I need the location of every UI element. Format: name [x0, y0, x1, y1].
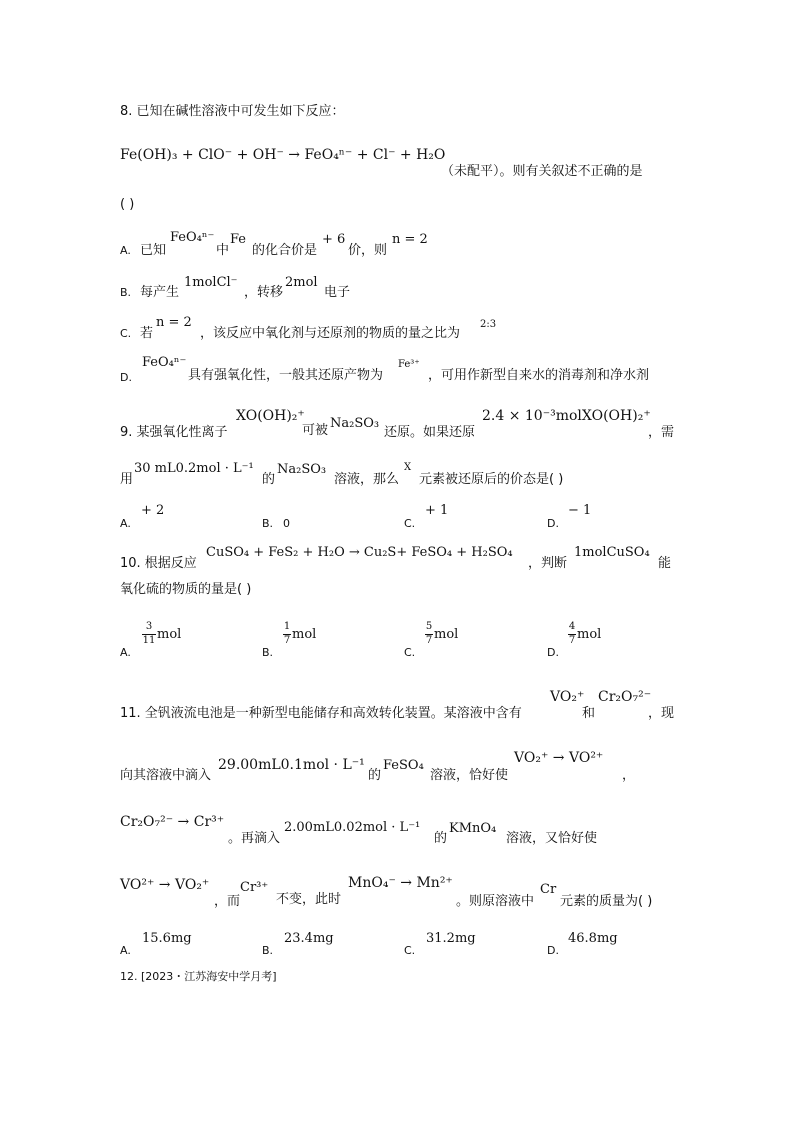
- formula: 29.00mL0.1mol · L⁻¹: [218, 757, 365, 773]
- formula: Na₂SO₃: [277, 462, 327, 477]
- option-value: 0: [283, 517, 290, 530]
- formula: 2.00mL0.02mol · L⁻¹: [284, 820, 421, 835]
- option-label: D.: [547, 944, 559, 957]
- formula: FeO₄ⁿ⁻: [142, 355, 187, 370]
- q8-answer-paren: ( ): [120, 197, 135, 212]
- option-value: + 1: [425, 503, 449, 518]
- formula: Fe³⁺: [398, 359, 420, 370]
- formula: n = 2: [156, 315, 192, 330]
- option-value: 46.8mg: [568, 931, 618, 946]
- option-label: A.: [120, 646, 131, 659]
- option-label: D.: [547, 646, 559, 659]
- formula: 30 mL0.2mol · L⁻¹: [134, 461, 254, 476]
- q10-text: 能: [658, 556, 672, 571]
- option-value: 23.4mg: [284, 931, 334, 946]
- fraction-denominator: 7: [425, 635, 433, 646]
- option-label: B.: [120, 286, 132, 299]
- q10-text: ，判断: [528, 556, 568, 571]
- formula: VO²⁺ → VO₂⁺: [120, 877, 210, 893]
- formula: Cr₂O₇²⁻ → Cr³⁺: [120, 814, 225, 830]
- q8-tail: （未配平）。则有关叙述不正确的是: [441, 164, 643, 179]
- formula: 2:3: [480, 319, 497, 330]
- formula: Cr₂O₇²⁻: [598, 689, 652, 705]
- formula: Cr³⁺: [240, 880, 269, 895]
- option-value: − 1: [568, 503, 592, 518]
- q11-text: 向其溶液中滴入: [120, 768, 212, 783]
- formula: VO₂⁺: [550, 689, 585, 705]
- q11-text: 的: [434, 831, 448, 846]
- formula: n = 2: [392, 232, 428, 247]
- option-label: D.: [547, 517, 559, 530]
- option-text: 具有强氧化性，一般其还原产物为: [188, 368, 384, 383]
- option-text: 若: [140, 326, 154, 341]
- q11-text: 溶液，恰好使: [430, 768, 509, 783]
- option-unit: mol: [577, 627, 602, 642]
- option-label: B.: [262, 517, 274, 530]
- option-unit: mol: [434, 627, 459, 642]
- q11-text: ，而: [214, 894, 241, 909]
- option-text: 的化合价是: [252, 243, 318, 258]
- fraction-denominator: 11: [142, 635, 156, 646]
- option-label: B.: [262, 944, 274, 957]
- fraction-numerator: 1: [283, 621, 291, 632]
- q9-text: 元素被还原后的价态是( ): [419, 472, 564, 487]
- option-text: ，该反应中氧化剂与还原剂的物质的量之比为: [200, 326, 461, 341]
- option-label: A.: [120, 244, 131, 257]
- option-label: D.: [120, 371, 132, 384]
- option-label: A.: [120, 944, 131, 957]
- option-label: C.: [404, 517, 416, 530]
- option-text: 已知: [140, 243, 167, 258]
- q11-text: 溶液，又恰好使: [506, 831, 598, 846]
- fraction-numerator: 3: [145, 621, 153, 632]
- q10-text: 氧化硫的物质的量是( ): [120, 582, 252, 597]
- option-text: 中: [216, 243, 230, 258]
- option-label: C.: [120, 327, 132, 340]
- formula: 2.4 × 10⁻³molXO(OH)₂⁺: [482, 408, 651, 424]
- formula: CuSO₄ + FeS₂ + H₂O → Cu₂S+ FeSO₄ + H₂SO₄: [206, 545, 513, 560]
- fraction-denominator: 7: [283, 635, 291, 646]
- q8-equation: Fe(OH)₃ + ClO⁻ + OH⁻ → FeO₄ⁿ⁻ + Cl⁻ + H₂O: [120, 147, 446, 163]
- option-unit: mol: [292, 627, 317, 642]
- option-text: 价，则: [348, 243, 388, 258]
- formula: FeSO₄: [383, 758, 424, 773]
- formula: + 6: [322, 232, 346, 247]
- option-value: + 2: [141, 503, 165, 518]
- q11-text: ，: [622, 768, 636, 783]
- option-text: ，可用作新型自来水的消毒剂和净水剂: [428, 368, 650, 383]
- formula: Fe: [230, 232, 247, 247]
- formula: Na₂SO₃: [330, 416, 380, 431]
- formula: MnO₄⁻ → Mn²⁺: [348, 875, 453, 891]
- option-label: C.: [404, 944, 416, 957]
- q9-text: 可被: [302, 423, 329, 438]
- formula: 1molCuSO₄: [574, 545, 650, 560]
- q10-text: 10. 根据反应: [120, 556, 197, 571]
- option-value: 15.6mg: [142, 931, 192, 946]
- q8-stem: 8. 已知在碱性溶液中可发生如下反应：: [120, 104, 345, 119]
- q9-text: 用: [120, 472, 134, 487]
- q11-text: 元素的质量为( ): [560, 894, 653, 909]
- formula: XO(OH)₂⁺: [236, 408, 305, 424]
- q9-text: 还原。如果还原: [384, 425, 476, 440]
- option-text: ，转移: [244, 285, 284, 300]
- q9-text: 的: [262, 472, 276, 487]
- formula: VO₂⁺ → VO²⁺: [514, 750, 604, 766]
- q9-text: 9. 某强氧化性离子: [120, 425, 228, 440]
- q11-text: ，现: [648, 706, 675, 721]
- option-label: C.: [404, 646, 416, 659]
- formula: 2mol: [285, 275, 318, 290]
- fraction-numerator: 4: [568, 621, 576, 632]
- fraction-denominator: 7: [568, 635, 576, 646]
- option-unit: mol: [157, 627, 182, 642]
- formula: Cr: [540, 882, 557, 897]
- q9-text: 溶液，那么: [334, 472, 400, 487]
- formula: FeO₄ⁿ⁻: [170, 230, 215, 245]
- option-text: 电子: [324, 285, 351, 300]
- formula: X: [404, 462, 412, 473]
- q12-stem: 12. [2023・江苏海安中学月考]: [120, 970, 277, 983]
- option-text: 每产生: [140, 285, 180, 300]
- formula: 1molCl⁻: [184, 275, 238, 290]
- q11-text: 11. 全钒液流电池是一种新型电能储存和高效转化装置。某溶液中含有: [120, 706, 522, 721]
- option-value: 31.2mg: [426, 931, 476, 946]
- q9-text: ，需: [648, 425, 675, 440]
- q11-text: 不变，此时: [276, 892, 342, 907]
- fraction-numerator: 5: [425, 621, 433, 632]
- q11-text: 的: [368, 768, 382, 783]
- formula: KMnO₄: [449, 821, 497, 836]
- q11-text: 。再滴入: [228, 831, 281, 846]
- q11-text: 。则原溶液中: [456, 894, 535, 909]
- option-label: A.: [120, 517, 131, 530]
- option-label: B.: [262, 646, 274, 659]
- q11-text: 和: [582, 706, 596, 721]
